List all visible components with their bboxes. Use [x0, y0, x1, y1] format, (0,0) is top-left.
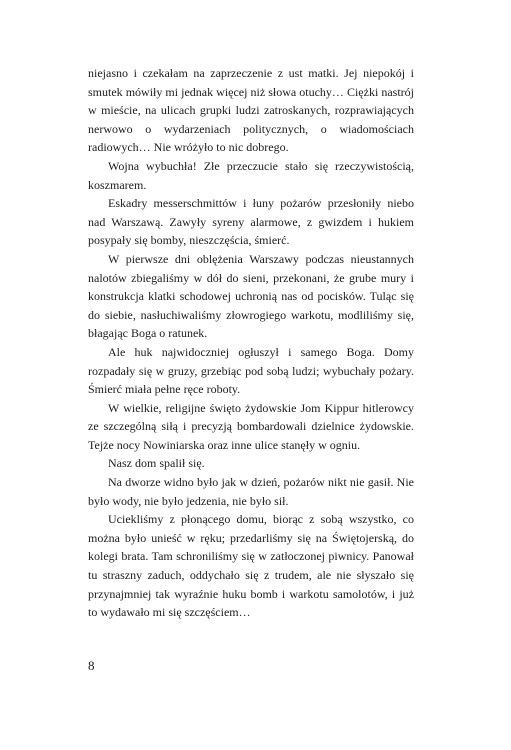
body-text: [88, 64, 414, 622]
paragraph: Eskadry messerschmittów i łuny pożarów przesłoniły niebo nad Warszawą. Zawyły syreny alarmowe, z gwizdem i hukiem posypały się bomby, nieszczęścia, śmierć.: [88, 196, 414, 248]
paragraph: W pierwsze dni oblężenia Warszawy podczas nieustannych nalotów zbiegaliśmy w dół do sieni, przekonani, że grube mury i konstrukcja klatki schodowej uchronią nas od pocisków. Tuląc się do siebie, nasłuchiwaliśmy złowrogiego warkotu, modliliśmy się, błagając Boga o ratunek.: [88, 251, 414, 341]
paragraph: Uciekliśmy z płonącego domu, biorąc z sobą wszystko, co można było unieść w ręku; przedarliśmy się na Świętojerską, do kolegi brata. Tam schroniliśmy się w zatłoczonej piwnicy. Panował tu straszny zaduch, oddychało się z trudem, ale nie słyszało się przynajmniej tak wyraźnie huku bomb i warkotu samolotów, i już to wydawało mi się szczęściem…: [88, 512, 414, 620]
paragraph: niejasno i czekałam na zaprzeczenie z ust matki. Jej niepokój i smutek mówiły mi jednak więcej niż słowa otuchy… Ciężki nastrój w mieście, na ulicach grupki ludzi zatroskanych, rozprawiających nerwowo o wydarzeniach politycznych, o wiadomościach radiowych… Nie wróżyło to nic dobrego.: [88, 66, 414, 155]
page-number: 8: [88, 658, 95, 673]
paragraph: Ale huk najwidoczniej ogłuszył i samego Boga. Domy rozpadały się w gruzy, grzebiąc pod sobą ludzi; wybuchały pożary. Śmierć miała pełne ręce roboty.: [88, 344, 414, 397]
paragraph: Na dworze widno było jak w dzień, pożarów nikt nie gasił. Nie było wody, nie było jedzenia, nie było sił.: [88, 475, 414, 508]
paragraph: Wojna wybuchła! Złe przeczucie stało się rzeczywistością, koszmarem.: [88, 158, 414, 192]
paragraph: Nasz dom spalił się.: [108, 456, 205, 471]
paragraph: W wielkie, religijne święto żydowskie Jom Kippur hitlerowcy ze szczególną siłą i precyzją bombardowali dzielnice żydowskie. Tejże nocy Nowiniarska oraz inne ulice stanęły w ogniu.: [88, 400, 414, 452]
